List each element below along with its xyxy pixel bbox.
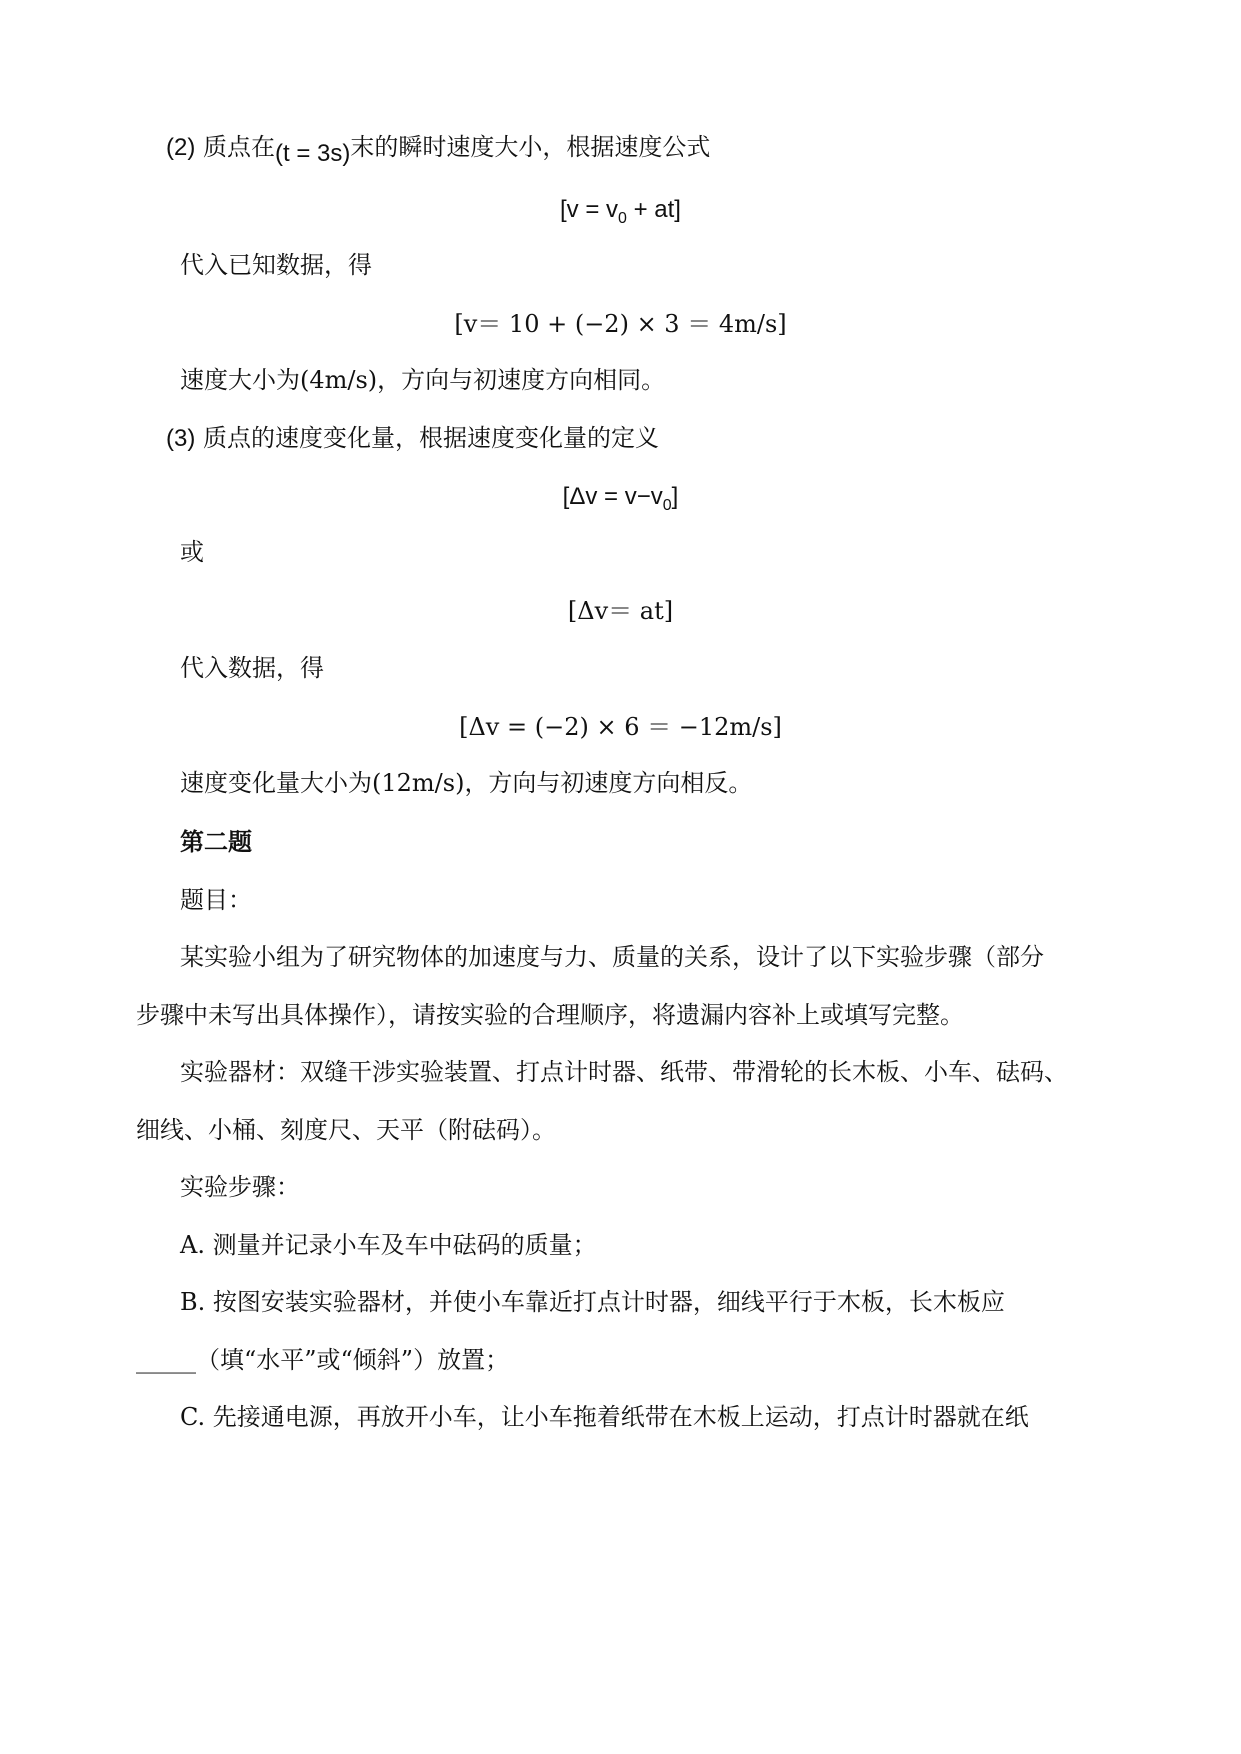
part2-time-expression: (t = 3s) [274, 140, 351, 167]
part3-intro-line [166, 421, 659, 456]
part2-result-after: ，方向与初速度方向相同。 [377, 366, 666, 394]
question2-step-c-line1: C. 先接通电源，再放开小车，让小车拖着纸带在木板上运动，打点计时器就在纸 [180, 1403, 1029, 1431]
question2-steps-label: 实验步骤： [180, 1173, 300, 1201]
part3-label: (3) [166, 425, 196, 452]
part2-result-before: 速度大小为 [180, 366, 300, 394]
part3-substitute-text: 代入数据，得 [180, 654, 324, 682]
question2-step-b-line2: _____（填“水平”或“倾斜”）放置； [136, 1346, 510, 1374]
question2-equipment-line2: 细线、小桶、刻度尺、天平（附砝码）。 [136, 1116, 556, 1144]
part2-calculation: [v＝ 10 + (−2) × 3 ＝ 4m/s] [454, 310, 787, 338]
part2-intro-line [166, 130, 710, 165]
part2-formula-suffix: + at] [626, 196, 681, 223]
part3-formula1-suffix: ] [671, 483, 679, 510]
part3-formula1-prefix: [Δv = v−v [562, 483, 663, 510]
part3-calculation: [Δv = (−2) × 6 ＝ −12m/s] [459, 713, 782, 741]
part3-result-after: ，方向与初速度方向相反。 [464, 769, 753, 797]
part2-formula-subscript: 0 [618, 210, 627, 227]
question2-heading: 第二题 [180, 827, 252, 856]
question2-step-a: A. 测量并记录小车及车中砝码的质量； [180, 1231, 597, 1259]
part3-delta-v-formula [0, 480, 1241, 523]
question2-paragraph-line1: 某实验小组为了研究物体的加速度与力、质量的关系，设计了以下实验步骤（部分 [180, 943, 1044, 971]
question2-step-b-line1: B. 按图安装实验器材，并使小车靠近打点计时器，细线平行于木板，长木板应 [180, 1288, 1005, 1316]
question2-equipment-line1: 实验器材：双缝干涉实验装置、打点计时器、纸带、带滑轮的长木板、小车、砝码、 [180, 1058, 1068, 1086]
part2-intro-before: 质点在 [202, 133, 275, 161]
part3-or-text: 或 [180, 538, 204, 566]
part3-result-value: (12m/s) [372, 769, 465, 797]
part3-formula1-subscript: 0 [662, 497, 672, 514]
part3-result-before: 速度变化量大小为 [180, 769, 372, 797]
part2-formula-prefix: [v = v [560, 196, 619, 223]
part2-substitute-text: 代入已知数据，得 [180, 251, 372, 279]
part2-label: (2) [166, 134, 196, 161]
question2-paragraph-line2: 步骤中未写出具体操作），请按实验的合理顺序，将遗漏内容补上或填写完整。 [136, 1001, 964, 1029]
part3-result-line [180, 766, 752, 800]
part2-intro-after: 末的瞬时速度大小，根据速度公式 [350, 133, 711, 161]
part2-velocity-formula [0, 193, 1241, 236]
part3-delta-v-at-formula: [Δv＝ at] [567, 597, 674, 625]
part2-result-value: (4m/s) [300, 366, 378, 394]
part3-intro: 质点的速度变化量，根据速度变化量的定义 [202, 424, 659, 452]
part2-result-line [180, 363, 665, 397]
question2-prompt-label: 题目： [180, 886, 252, 914]
